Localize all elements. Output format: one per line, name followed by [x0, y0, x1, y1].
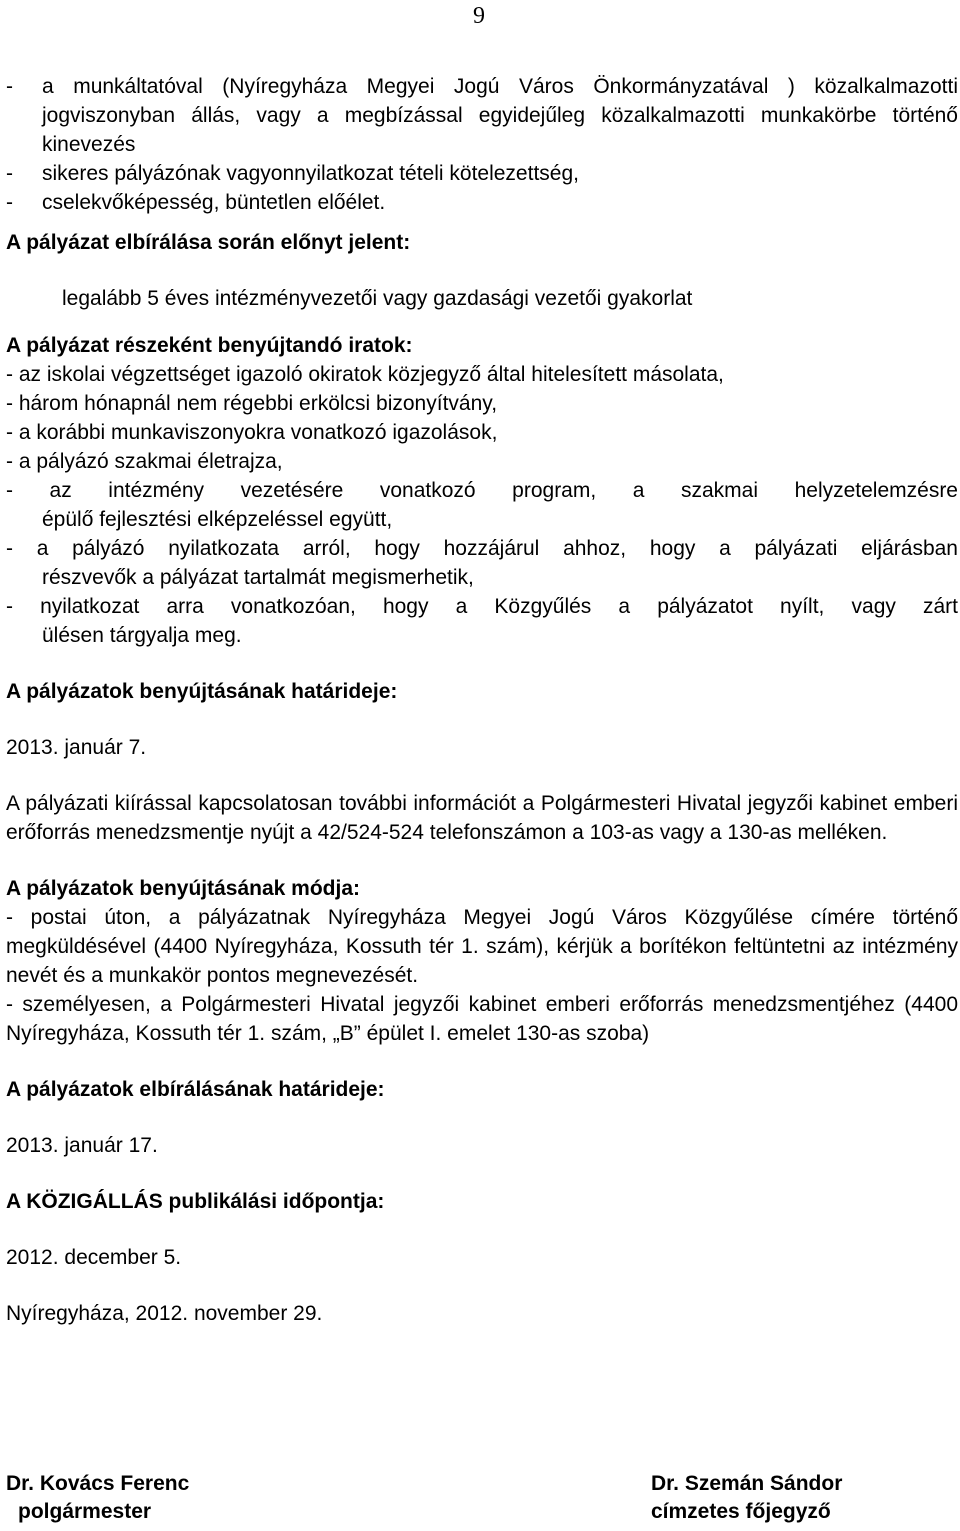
list-item: [6, 447, 958, 476]
list-text-continuation: ülésen tárgyalja meg.: [42, 624, 242, 647]
mayor-name: Dr. Kovács Ferenc: [6, 1472, 190, 1495]
list-text: - három hónapnál nem régebbi erkölcsi bizonyítvány,: [6, 392, 498, 415]
list-text: - nyilatkozat arra vonatkozóan, hogy a Közgyűlés a pályázatot nyílt, vagy zárt: [6, 595, 958, 618]
list-text: - a korábbi munkaviszonyokra vonatkozó igazolások,: [6, 421, 498, 444]
list-item: [6, 418, 958, 447]
list-item: [6, 72, 958, 159]
list-item: [6, 188, 958, 217]
publication-date: 2012. december 5.: [6, 1246, 182, 1269]
list-text: - az intézmény vezetésére vonatkozó program, a szakmai helyzetelemzésre: [6, 479, 958, 502]
list-item: [6, 476, 958, 534]
place-date: Nyíregyháza, 2012. november 29.: [6, 1302, 323, 1325]
info-paragraph: A pályázati kiírással kapcsolatosan további információt a Polgármesteri Hivatal jegyzői kabinet emberi erőforrás menedzsmentje nyújt a 42/524-524 telefonszámon a 103-as vagy a 130-as melléken.: [6, 792, 958, 844]
list-text: sikeres pályázónak vagyonnyilatkozat tételi kötelezettség,: [42, 162, 579, 185]
deadline-heading: A pályázatok benyújtásának határideje:: [6, 680, 398, 703]
page-number: 9: [473, 3, 485, 29]
list-item: [6, 159, 958, 188]
signature-left: [6, 1470, 189, 1526]
list-item: [6, 360, 958, 389]
list-text: a munkáltatóval (Nyíregyháza Megyei Jogú Város Önkormányzatával ) közalkalmazotti jogviszonyban állás, vagy a megbízással egyidejűleg közalkalmazotti munkakörbe történő kinevezés: [42, 75, 958, 156]
list-text: - az iskolai végzettséget igazoló okiratok közjegyző által hitelesített másolata,: [6, 363, 724, 386]
list-text: - a pályázó szakmai életrajza,: [6, 450, 283, 473]
documents-list: [6, 360, 958, 650]
deadline-date: 2013. január 7.: [6, 736, 147, 759]
notary-title: címzetes főjegyző: [651, 1500, 831, 1523]
list-text: - a pályázó nyilatkozata arról, hogy hozzájárul ahhoz, hogy a pályázati eljárásban: [6, 537, 958, 560]
signature-right: [651, 1470, 842, 1526]
publication-heading: A KÖZIGÁLLÁS publikálási időpontja:: [6, 1190, 385, 1213]
list-text-continuation: részvevők a pályázat tartalmát megismerhetik,: [42, 566, 474, 589]
list-text: cselekvőképesség, büntetlen előélet.: [42, 191, 386, 214]
list-text-continuation: épülő fejlesztési elképzeléssel együtt,: [42, 508, 393, 531]
evaluation-date: 2013. január 17.: [6, 1134, 158, 1157]
notary-name: Dr. Szemán Sándor: [651, 1472, 843, 1495]
list-item: [6, 534, 958, 592]
submission-personal: - személyesen, a Polgármesteri Hivatal jegyzői kabinet emberi erőforrás menedzsmentjéhez (4400 Nyíregyháza, Kossuth tér 1. szám, „B” épület I. emelet 130-as szoba): [6, 993, 958, 1045]
list-item: [6, 389, 958, 418]
submission-postal: - postai úton, a pályázatnak Nyíregyháza Megyei Jogú Város Közgyűlése címére történő megküldésével (4400 Nyíregyháza, Kossuth tér 1. szám), kérjük a borítékon feltüntetni az intézmény nevét és a munkakör pontos megnevezését.: [6, 906, 958, 987]
documents-heading: A pályázat részeként benyújtandó iratok:: [6, 334, 413, 357]
list-item: [6, 592, 958, 650]
advantage-text: legalább 5 éves intézményvezetői vagy gazdasági vezetői gyakorlat: [62, 287, 693, 310]
submission-heading: A pályázatok benyújtásának módja:: [6, 877, 360, 900]
advantage-heading: A pályázat elbírálása során előnyt jelent:: [6, 231, 411, 254]
list-dash: -: [6, 191, 13, 214]
list-dash: -: [6, 75, 13, 98]
evaluation-heading: A pályázatok elbírálásának határideje:: [6, 1078, 385, 1101]
mayor-title: polgármester: [18, 1500, 152, 1523]
list-dash: -: [6, 162, 13, 185]
document-body: [6, 72, 958, 1328]
